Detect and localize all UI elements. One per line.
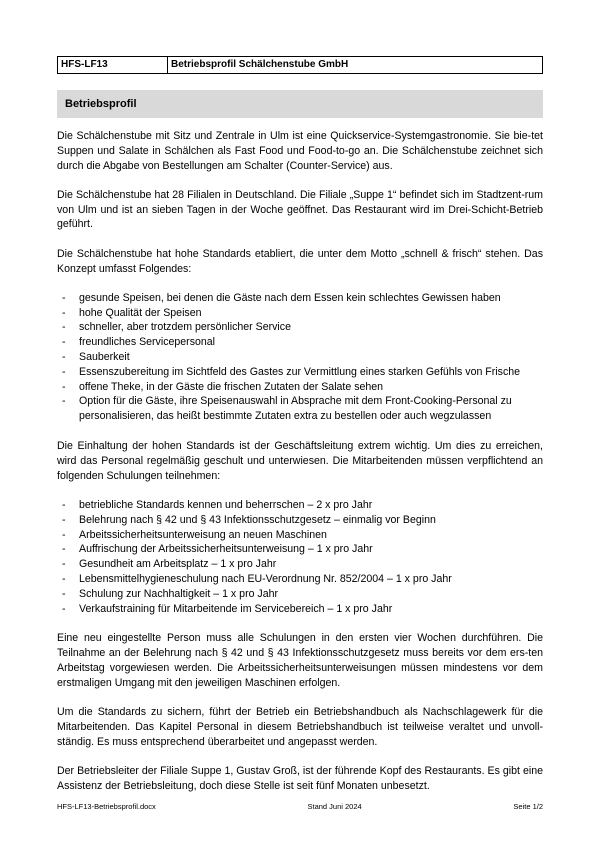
paragraph-new-staff: Eine neu eingestellte Person muss alle Schulungen in den ersten vier Wochen durchführen. Die Teilnahme an der Belehrung nach § 42 und § 43 Infektionsschutzgesetz muss bereits vor dem ers-ten Arbeitstag vorgewiesen werden. Die Arbeitssicherheitsunterweisungen müssen mindestens vor dem erstmaligen Umgang mit den jeweiligen Maschinen erfolgen. <box>57 632 543 689</box>
section-heading: Betriebsprofil <box>57 90 543 118</box>
paragraph-intro: Die Schälchenstube mit Sitz und Zentrale in Ulm ist eine Quickservice-Systemgastronomie. Sie bie-tet Suppen und Salate in Schälchen als Fast Food und Food-to-go an. Die Schälchenstube zeichnet sich durch die Abgabe von Bestellungen am Schalter (Counter-Service) aus. <box>57 130 543 172</box>
footer-date: Stand Juni 2024 <box>307 802 362 811</box>
list-item: - Gesundheit am Arbeitsplatz – 1 x pro Jahr <box>57 557 543 572</box>
list-item: - Schulung zur Nachhaltigkeit – 1 x pro Jahr <box>57 587 543 602</box>
list-item: - hohe Qualität der Speisen <box>57 306 543 321</box>
paragraph-manager: Der Betriebsleiter der Filiale Suppe 1, Gustav Groß, ist der führende Kopf des Restaurants. Es gibt eine Assistenz der Betriebsleitung, doch diese Stelle ist seit fünf Monaten unbesetzt. <box>57 764 543 792</box>
list-item: - Auffrischung der Arbeitssicherheitsunterweisung – 1 x pro Jahr <box>57 542 543 557</box>
footer-filename: HFS-LF13-Betriebsprofil.docx <box>57 802 156 811</box>
concept-list <box>57 291 543 424</box>
list-item: - schneller, aber trotzdem persönlicher Service <box>57 320 543 335</box>
list-item: - Arbeitssicherheitsunterweisung an neuen Maschinen <box>57 528 543 543</box>
list-item: - Verkaufstraining für Mitarbeitende im Servicebereich – 1 x pro Jahr <box>57 602 543 617</box>
paragraph-branches: Die Schälchenstube hat 28 Filialen in Deutschland. Die Filiale „Suppe 1“ befindet sich im Stadtzent-rum von Ulm und ist an sieben Tagen in der Woche geöffnet. Das Restaurant wird im Drei-Schicht-Betrieb geführt. <box>57 188 543 231</box>
training-list <box>57 498 543 616</box>
list-item: - offene Theke, in der Gäste die frischen Zutaten der Salate sehen <box>57 380 543 395</box>
footer-page-number: Seite 1/2 <box>513 802 543 811</box>
header-table <box>57 56 543 74</box>
list-item: - Lebensmittelhygieneschulung nach EU-Verordnung Nr. 852/2004 – 1 x pro Jahr <box>57 572 543 587</box>
list-item: - betriebliche Standards kennen und beherrschen – 2 x pro Jahr <box>57 498 543 513</box>
document-code: HFS-LF13 <box>58 57 168 73</box>
document-title: Betriebsprofil Schälchenstube GmbH <box>171 59 349 70</box>
document-body <box>57 129 543 793</box>
document-page <box>57 56 543 808</box>
paragraph-handbook: Um die Standards zu sichern, führt der Betrieb ein Betriebshandbuch als Nachschlagewerk für die Mitarbeitenden. Das Kapitel Personal in diesem Betriebshandbuch ist teilweise veraltet und unvoll-ständig. Es muss entsprechend überarbeitet und angepasst werden. <box>57 706 543 748</box>
list-item: - Option für die Gäste, ihre Speisenauswahl in Absprache mit dem Front-Cooking-Personal zu personalisieren, das heißt bestimmte Zutaten extra zu bestellen oder auch wegzulassen <box>57 394 543 424</box>
paragraph-standards: Die Schälchenstube hat hohe Standards etabliert, die unter dem Motto „schnell & frisch“ stehen. Das Konzept umfasst Folgendes: <box>57 247 543 275</box>
list-item: - freundliches Servicepersonal <box>57 335 543 350</box>
paragraph-training: Die Einhaltung der hohen Standards ist der Geschäftsleitung extrem wichtig. Um dies zu erreichen, wird das Personal regelmäßig geschult und unterwiesen. Die Mitarbeitenden müssen verpflichtend an folgenden Schulungen teilnehmen: <box>57 440 543 482</box>
list-item: - Essenszubereitung im Sichtfeld des Gastes zur Vermittlung eines starken Gefühls von Frische <box>57 365 543 380</box>
list-item: - Sauberkeit <box>57 350 543 365</box>
list-item: - Belehrung nach § 42 und § 43 Infektionsschutzgesetz – einmalig vor Beginn <box>57 513 543 528</box>
list-item: - gesunde Speisen, bei denen die Gäste nach dem Essen kein schlechtes Gewissen haben <box>57 291 543 306</box>
page-footer <box>57 802 543 811</box>
